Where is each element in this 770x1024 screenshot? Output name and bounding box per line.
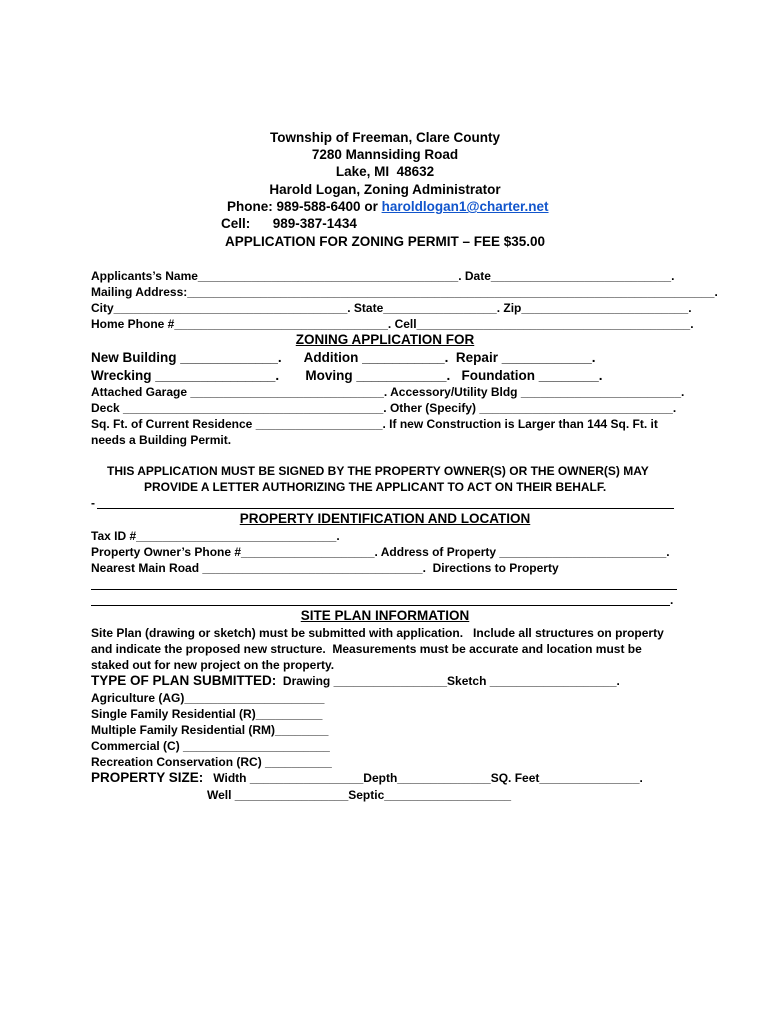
site-plan-text-1: Site Plan (drawing or sketch) must be submitted with application. Include all structures on property — [91, 626, 664, 640]
property-size-label: PROPERTY SIZE: — [91, 770, 204, 785]
phone-line — [227, 199, 549, 215]
separator-line — [97, 508, 674, 509]
phone-text: Phone: 989-588-6400 or — [227, 199, 382, 214]
applicant-name-field[interactable]: Applicants’s Name_______________________________________. Date___________________________. — [91, 269, 675, 283]
authorization-notice: PROVIDE A LETTER AUTHORIZING THE APPLICANT TO ACT ON THEIR BEHALF. — [144, 480, 607, 494]
application-title: APPLICATION FOR ZONING PERMIT – FEE $35.00 — [224, 234, 546, 249]
zoning-heading: ZONING APPLICATION FOR — [295, 332, 475, 347]
site-plan-text-3: staked out for new project on the property. — [91, 658, 335, 672]
owner-signature-notice: THIS APPLICATION MUST BE SIGNED BY THE PROPERTY OWNER(S) OR THE OWNER(S) MAY — [107, 464, 649, 478]
home-phone-cell-field[interactable]: Home Phone #________________________________. Cell_________________________________________. — [91, 317, 694, 331]
sqft-residence-field[interactable]: Sq. Ft. of Current Residence ___________________. If new Construction is Larger than 144 Sq. Ft. it — [91, 417, 658, 431]
directions-line-1[interactable] — [91, 589, 677, 590]
plan-type-label: TYPE OF PLAN SUBMITTED: — [91, 673, 277, 688]
property-size-fields[interactable]: Width _________________Depth______________SQ. Feet_______________. — [203, 771, 643, 785]
township-address: 7280 Mannsiding Road — [311, 147, 459, 162]
plan-type-fields[interactable]: Drawing _________________Sketch ___________________. — [276, 674, 620, 688]
building-permit-note: needs a Building Permit. — [91, 433, 232, 447]
deck-other-field[interactable]: Deck _______________________________________. Other (Specify) _____________________________. — [91, 401, 677, 415]
property-heading: PROPERTY IDENTIFICATION AND LOCATION — [239, 511, 531, 526]
owner-phone-address-field[interactable]: Property Owner’s Phone #____________________. Address of Property _________________________. — [91, 545, 670, 559]
well-septic-field[interactable]: Well _________________Septic___________________ — [207, 788, 512, 802]
property-size-row[interactable] — [91, 770, 643, 786]
directions-end-dot: . — [670, 593, 674, 607]
zoning-type-row-1[interactable]: New Building _____________. Addition ___________. Repair ____________. — [91, 350, 596, 365]
zoning-administrator: Harold Logan, Zoning Administrator — [269, 182, 501, 197]
zoning-type-row-2[interactable]: Wrecking ________________. Moving ____________. Foundation ________. — [91, 368, 603, 383]
multiple-family-field[interactable]: Multiple Family Residential (RM)________ — [91, 723, 329, 737]
cell-line: Cell: 989-387-1434 — [221, 216, 357, 231]
email-link[interactable]: haroldlogan1@charter.net — [381, 199, 549, 214]
tax-id-field[interactable]: Tax ID #______________________________. — [91, 529, 340, 543]
agriculture-field[interactable]: Agriculture (AG)_____________________ — [91, 691, 325, 705]
site-plan-heading: SITE PLAN INFORMATION — [300, 608, 470, 623]
site-plan-text-2: and indicate the proposed new structure. Measurements must be accurate and location must be — [91, 642, 642, 656]
plan-type-row[interactable] — [91, 673, 620, 689]
commercial-field[interactable]: Commercial (C) ______________________ — [91, 739, 330, 753]
nearest-road-field[interactable]: Nearest Main Road _________________________________. Directions to Property — [91, 561, 559, 575]
township-name: Township of Freeman, Clare County — [269, 130, 501, 145]
recreation-field[interactable]: Recreation Conservation (RC) __________ — [91, 755, 332, 769]
city-state-zip-field[interactable]: City___________________________________. State_________________. Zip_________________________. — [91, 301, 692, 315]
mailing-address-field[interactable]: Mailing Address:_______________________________________________________________________________. — [91, 285, 718, 299]
separator-dash: - — [91, 496, 95, 510]
single-family-field[interactable]: Single Family Residential (R)__________ — [91, 707, 323, 721]
garage-accessory-field[interactable]: Attached Garage _____________________________. Accessory/Utility Bldg ________________________. — [91, 385, 685, 399]
township-city: Lake, MI 48632 — [335, 164, 435, 179]
directions-line-2[interactable] — [91, 605, 670, 606]
